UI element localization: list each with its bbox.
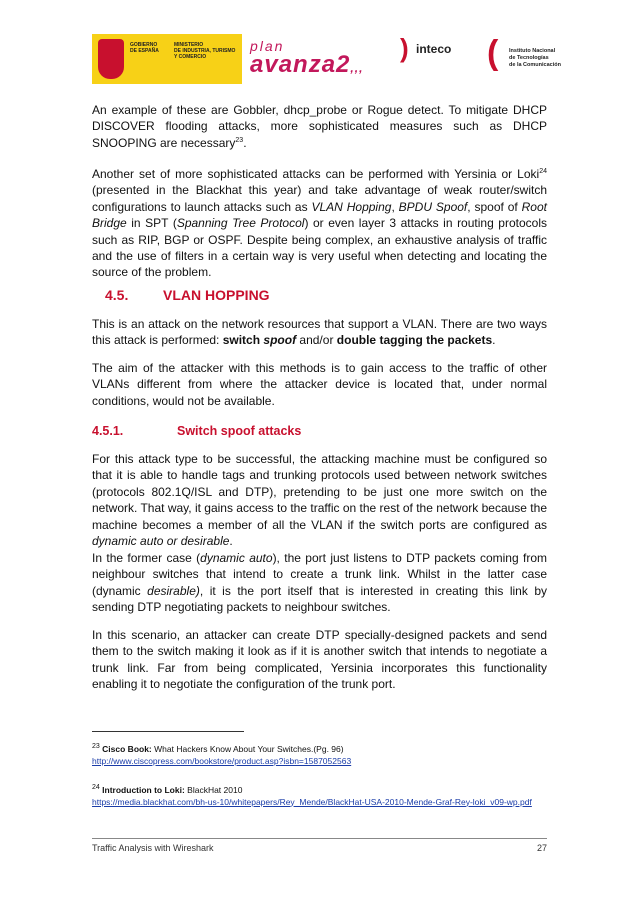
bracket-icon: ) (400, 33, 409, 63)
inteco-text: inteco (416, 42, 452, 56)
page-header (92, 34, 562, 86)
paragraph-vlan-aim: The aim of the attacker with this methods is to gain access to the traffic of other VLANs different from where the attacker device is located that, under normal conditions, would not be available. (92, 361, 547, 408)
plan-suffix-text: ,,, (350, 61, 364, 75)
section-heading-4-5: 4.5. VLAN HOPPING (105, 287, 270, 303)
footnote-ref-24[interactable]: 24 (539, 168, 547, 175)
paragraph-vlan-intro: This is an attack on the network resources that support a VLAN. There are two ways this attack is performed: switch spoof and/or double tagging the packets. (92, 317, 547, 348)
footnote-ref-23[interactable]: 23 (235, 136, 244, 144)
plan-top-text: plan (250, 38, 285, 54)
footnote-23-link[interactable]: http://www.ciscopress.com/bookstore/product.asp?isbn=1587052563 (92, 755, 352, 766)
inteco-logo (400, 33, 452, 63)
intef-line-1: Instituto Nacional (509, 48, 556, 54)
plan-avanza-logo (250, 38, 420, 82)
intef-line-3: de la Comunicación (509, 62, 561, 68)
gov-line-1: GOBIERNO (130, 42, 158, 48)
page-number: 27 (536, 843, 547, 853)
footnote-separator (92, 731, 244, 732)
footer-title: Traffic Analysis with Wireshark (92, 843, 214, 853)
footnote-24: $^{24}$ Introduction to Loki: BlackHat 2010 https://media.blackhat.com/bh-us-10/whitepapers/Rey_Mende/BlackHat-USA-2010-Mende-Graf-Rey-loki_v09-wp.pdf (92, 784, 532, 807)
footer-rule (92, 838, 547, 839)
plan-main-text: avanza2 (250, 51, 351, 78)
gobierno-logo (92, 34, 242, 84)
intef-logo (487, 34, 567, 82)
min-line-3: Y COMERCIO (174, 54, 207, 60)
paragraph-dtp-attack: In this scenario, an attacker can create DTP specially-designed packets and send them to the switch making it look as if it is another switch that intends to negotiate a trunk link. Far from being complicated, Yersinia incorporates this functionality enabling it to negotiate the configuration of the trunk port. (92, 628, 547, 692)
min-line-2: DE INDUSTRIA, TURISMO (174, 48, 236, 54)
footnote-23: $^{23}$ Cisco Book: What Hackers Know About Your Switches.(Pg. 96) http://www.ciscopress.com/bookstore/product.asp?isbn=1587052563 (92, 743, 352, 766)
coat-of-arms-icon (98, 39, 124, 79)
paragraph-yersinia: Another set of more sophisticated attacks can be performed with Yersinia or Loki$^{24}$ (presented in the Blackhat this year) and take advantage of weak router/switch configurations to launch attacks such as VLAN Hopping, BPDU Spoof, spoof of Root Bridge in SPT (Spanning Tree Protocol) or even layer 3 attacks in routing protocols such as RIP, BGP or OSPF. Despite being complex, an exhaustive analysis of traffic and the use of filters in a certain way is very useful when detecting and locating the source of the problem. (92, 167, 548, 280)
bracket-icon: ( (487, 34, 499, 72)
paragraph-dynamic-modes: In the former case (dynamic auto), the port just listens to DTP packets coming from neighbour switches that intend to create a trunk link. Whilst in the latter case (dynamic desirable), it is the port itself that is interested in creating this link by sending DTP negotiating packets to neighbour switches. (92, 551, 548, 615)
footnote-24-link[interactable]: https://media.blackhat.com/bh-us-10/whitepapers/Rey_Mende/BlackHat-USA-2010-Mende-Graf-Rey-loki_v09-wp.pdf (92, 796, 532, 807)
intef-line-2: de Tecnologías (509, 55, 549, 61)
paragraph-dhcp: An example of these are Gobbler, dhcp_probe or Rogue detect. To mitigate DHCP DISCOVER flooding attacks, more sophisticated measures such as DHCP SNOOPING are necessary$^{23}$. (92, 103, 547, 150)
paragraph-switch-spoof: For this attack type to be successful, the attacking machine must be configured so that it is able to handle tags and trunking protocols used between network switches (protocols 802.1Q/ISL and DTP), pretending to be just one more switch on the network. That way, it gains access to the traffic on the rest of the network because the machine becomes a member of all the VLAN if the switch ports are configured as dynamic auto or desirable. (92, 452, 547, 549)
gov-line-2: DE ESPAÑA (130, 48, 159, 54)
min-line-1: MINISTERIO (174, 42, 204, 48)
section-heading-4-5-1: 4.5.1. Switch spoof attacks (92, 424, 302, 438)
